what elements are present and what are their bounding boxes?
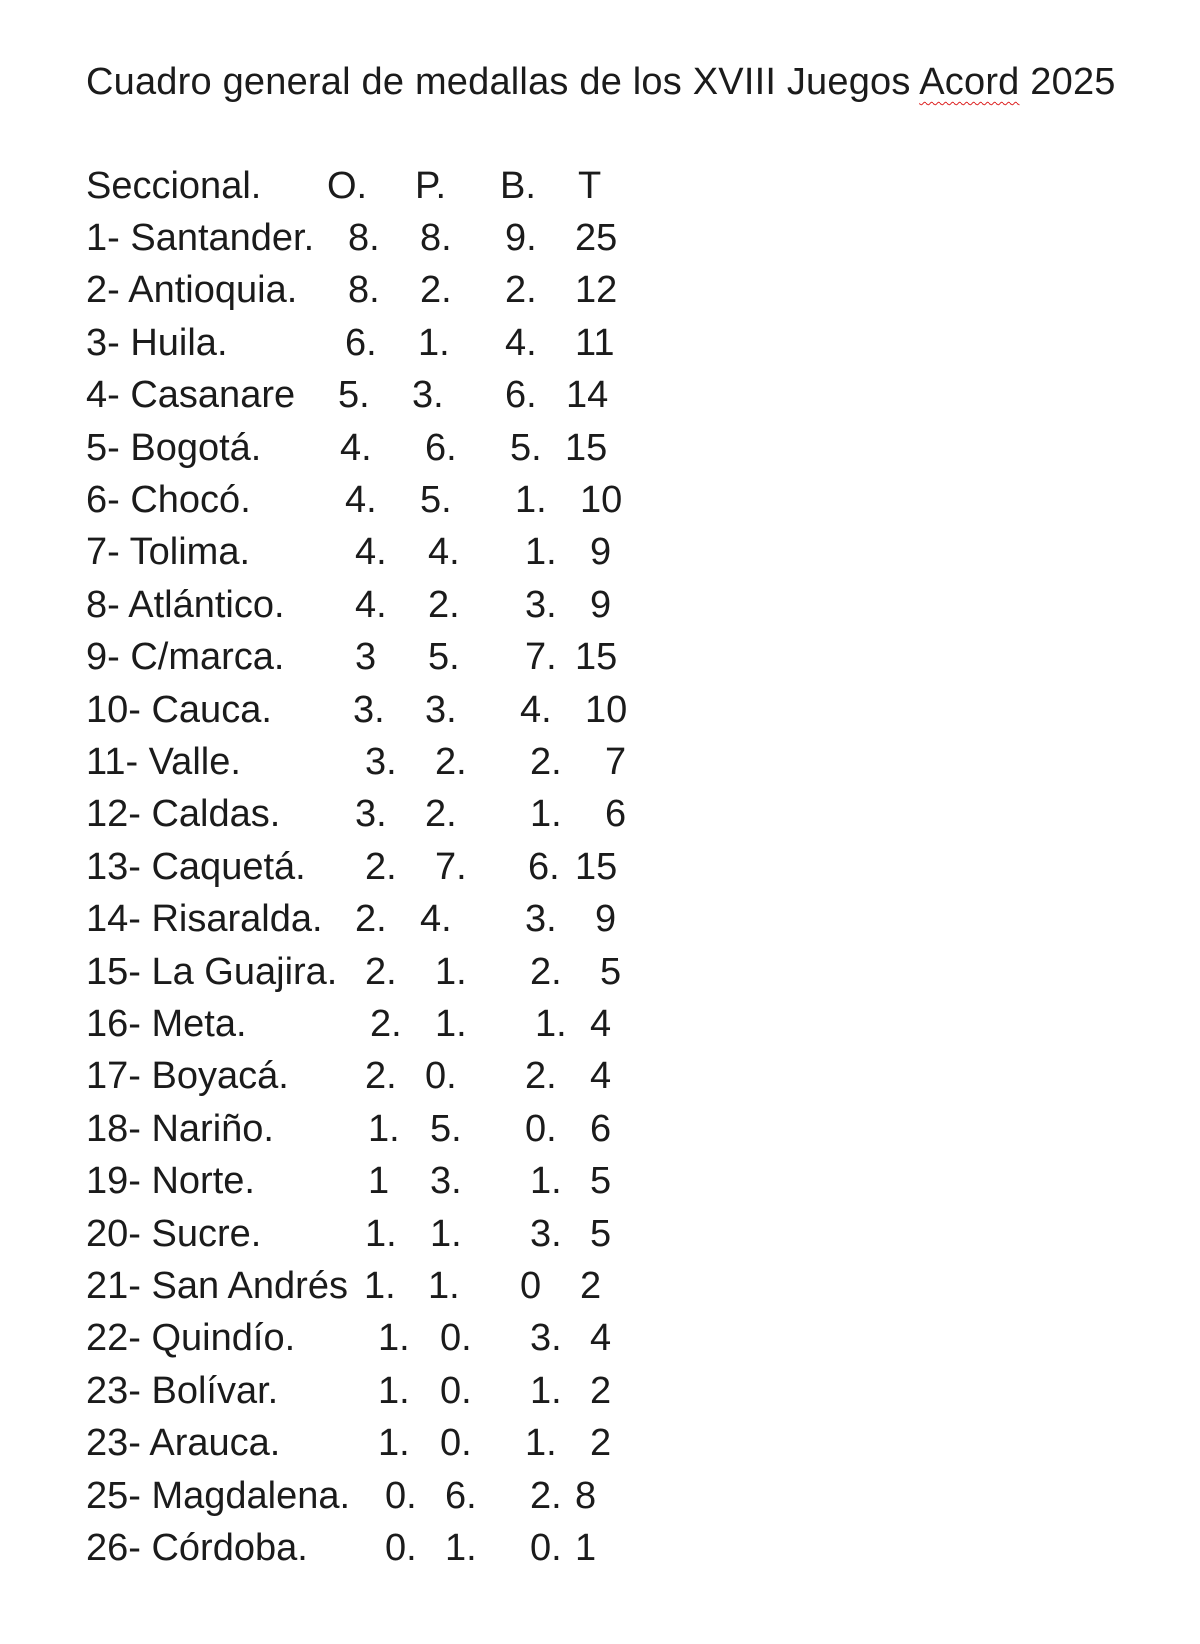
row-bronce: 1.: [525, 1422, 557, 1464]
table-row: [0, 843, 700, 891]
row-total: 15: [575, 846, 618, 888]
row-plata: 4.: [420, 898, 452, 940]
table-row: [0, 319, 700, 367]
table-row: [0, 1262, 700, 1310]
table-row: [0, 1419, 700, 1467]
row-total: 8: [575, 1475, 597, 1517]
row-bronce: 1.: [515, 479, 547, 521]
row-total: 25: [575, 217, 618, 259]
row-plata: 2.: [420, 269, 452, 311]
row-bronce: 0.: [530, 1527, 562, 1569]
row-total: 4: [590, 1055, 612, 1097]
row-seccional: 19- Norte.: [86, 1160, 255, 1202]
row-bronce: 9.: [505, 217, 537, 259]
row-bronce: 1.: [525, 531, 557, 573]
row-bronce: 2.: [530, 1475, 562, 1517]
row-bronce: 3.: [530, 1213, 562, 1255]
table-row: [0, 1472, 700, 1520]
row-total: 9: [590, 531, 612, 573]
row-seccional: 13- Caquetá.: [86, 846, 306, 888]
table-row: [0, 633, 700, 681]
row-total: 12: [575, 269, 618, 311]
row-bronce: 2.: [530, 741, 562, 783]
row-bronce: 1.: [530, 1160, 562, 1202]
row-total: 6: [605, 793, 627, 835]
row-total: 15: [565, 427, 608, 469]
row-plata: 5.: [428, 636, 460, 678]
row-total: 9: [595, 898, 617, 940]
row-total: 10: [585, 689, 628, 731]
row-seccional: 23- Arauca.: [86, 1422, 281, 1464]
table-row: [0, 1157, 700, 1205]
row-bronce: 2.: [525, 1055, 557, 1097]
row-plata: 1.: [435, 1003, 467, 1045]
table-row: [0, 1052, 700, 1100]
row-total: 5: [590, 1213, 612, 1255]
row-oro: 2.: [365, 951, 397, 993]
row-total: 10: [580, 479, 623, 521]
row-bronce: 2.: [505, 269, 537, 311]
row-seccional: 12- Caldas.: [86, 793, 281, 835]
column-header-plata: P.: [415, 165, 447, 207]
row-plata: 6.: [445, 1475, 477, 1517]
row-seccional: 4- Casanare: [86, 374, 296, 416]
table-row: [0, 371, 700, 419]
row-plata: 1.: [435, 951, 467, 993]
row-plata: 7.: [435, 846, 467, 888]
row-bronce: 3.: [525, 898, 557, 940]
row-bronce: 0: [520, 1265, 542, 1307]
row-oro: 3.: [365, 741, 397, 783]
row-oro: 8.: [348, 269, 380, 311]
row-oro: 8.: [348, 217, 380, 259]
row-oro: 2.: [365, 1055, 397, 1097]
row-oro: 1.: [368, 1108, 400, 1150]
row-seccional: 22- Quindío.: [86, 1317, 296, 1359]
row-total: 2: [590, 1370, 612, 1412]
row-oro: 1.: [365, 1213, 397, 1255]
row-oro: 5.: [338, 374, 370, 416]
row-bronce: 6.: [505, 374, 537, 416]
table-row: [0, 686, 700, 734]
row-oro: 4.: [345, 479, 377, 521]
row-bronce: 1.: [535, 1003, 567, 1045]
table-header-row: [0, 162, 700, 210]
row-seccional: 21- San Andrés: [86, 1265, 348, 1307]
row-oro: 4.: [355, 531, 387, 573]
row-seccional: 14- Risaralda.: [86, 898, 323, 940]
row-seccional: 18- Nariño.: [86, 1108, 274, 1150]
row-oro: 1.: [378, 1370, 410, 1412]
row-total: 6: [590, 1108, 612, 1150]
document-title: [86, 58, 1116, 106]
row-plata: 6.: [425, 427, 457, 469]
row-total: 4: [590, 1003, 612, 1045]
row-plata: 2.: [435, 741, 467, 783]
row-plata: 0.: [440, 1317, 472, 1359]
row-seccional: 10- Cauca.: [86, 689, 272, 731]
table-row: [0, 1314, 700, 1362]
row-bronce: 2.: [530, 951, 562, 993]
row-oro: 0.: [385, 1475, 417, 1517]
row-seccional: 20- Sucre.: [86, 1213, 262, 1255]
row-seccional: 9- C/marca.: [86, 636, 285, 678]
row-oro: 3: [355, 636, 377, 678]
table-row: [0, 1000, 700, 1048]
row-plata: 1.: [430, 1213, 462, 1255]
table-row: [0, 476, 700, 524]
row-seccional: 8- Atlántico.: [86, 584, 285, 626]
row-oro: 4.: [340, 427, 372, 469]
row-bronce: 1.: [530, 1370, 562, 1412]
column-header-oro: O.: [327, 165, 368, 207]
row-plata: 0.: [425, 1055, 457, 1097]
column-header-seccional: Seccional.: [86, 165, 262, 207]
row-total: 2: [590, 1422, 612, 1464]
table-row: [0, 424, 700, 472]
table-row: [0, 528, 700, 576]
row-seccional: 25- Magdalena.: [86, 1475, 351, 1517]
column-header-bronce: B.: [500, 165, 536, 207]
row-bronce: 3.: [525, 584, 557, 626]
row-oro: 2.: [370, 1003, 402, 1045]
row-oro: 4.: [355, 584, 387, 626]
table-row: [0, 948, 700, 996]
row-total: 11: [575, 322, 615, 364]
row-oro: 2.: [365, 846, 397, 888]
title-prefix: Cuadro general de medallas de los XVIII Juegos: [86, 61, 920, 103]
row-oro: 1.: [378, 1317, 410, 1359]
row-bronce: 5.: [510, 427, 542, 469]
table-row: [0, 1210, 700, 1258]
row-oro: 1.: [364, 1265, 396, 1307]
row-oro: 1: [368, 1160, 390, 1202]
row-plata: 1.: [428, 1265, 460, 1307]
row-plata: 2.: [425, 793, 457, 835]
row-oro: 2.: [355, 898, 387, 940]
row-total: 14: [566, 374, 609, 416]
row-plata: 4.: [428, 531, 460, 573]
table-row: [0, 266, 700, 314]
row-plata: 3.: [425, 689, 457, 731]
row-plata: 8.: [420, 217, 452, 259]
row-seccional: 3- Huila.: [86, 322, 228, 364]
row-seccional: 5- Bogotá.: [86, 427, 262, 469]
row-seccional: 2- Antioquia.: [86, 269, 298, 311]
table-row: [0, 1524, 700, 1572]
row-total: 7: [605, 741, 627, 783]
row-plata: 1.: [418, 322, 450, 364]
row-bronce: 1.: [530, 793, 562, 835]
row-oro: 3.: [353, 689, 385, 731]
row-bronce: 3.: [530, 1317, 562, 1359]
row-bronce: 0.: [525, 1108, 557, 1150]
row-seccional: 23- Bolívar.: [86, 1370, 279, 1412]
column-header-total: T: [578, 165, 602, 207]
table-row: [0, 214, 700, 262]
row-seccional: 11- Valle.: [86, 741, 241, 783]
table-row: [0, 790, 700, 838]
row-oro: 6.: [345, 322, 377, 364]
row-bronce: 4.: [505, 322, 537, 364]
row-seccional: 26- Córdoba.: [86, 1527, 308, 1569]
row-oro: 0.: [385, 1527, 417, 1569]
row-bronce: 7.: [525, 636, 557, 678]
row-total: 9: [590, 584, 612, 626]
table-row: [0, 1367, 700, 1415]
row-total: 1: [575, 1527, 597, 1569]
row-seccional: 1- Santander.: [86, 217, 315, 259]
row-total: 5: [600, 951, 622, 993]
table-row: [0, 1105, 700, 1153]
title-suffix: 2025: [1019, 61, 1116, 103]
row-seccional: 15- La Guajira.: [86, 951, 338, 993]
row-seccional: 17- Boyacá.: [86, 1055, 289, 1097]
row-plata: 2.: [428, 584, 460, 626]
row-seccional: 16- Meta.: [86, 1003, 247, 1045]
title-underlined-word: Acord: [919, 61, 1020, 103]
row-bronce: 4.: [520, 689, 552, 731]
row-total: 15: [575, 636, 618, 678]
table-row: [0, 581, 700, 629]
row-plata: 3.: [412, 374, 444, 416]
row-plata: 3.: [430, 1160, 462, 1202]
row-oro: 1.: [378, 1422, 410, 1464]
row-oro: 3.: [355, 793, 387, 835]
row-plata: 1.: [445, 1527, 477, 1569]
row-total: 5: [590, 1160, 612, 1202]
row-plata: 0.: [440, 1370, 472, 1412]
row-plata: 0.: [440, 1422, 472, 1464]
table-row: [0, 895, 700, 943]
row-seccional: 7- Tolima.: [86, 531, 251, 573]
row-plata: 5.: [430, 1108, 462, 1150]
row-total: 2: [580, 1265, 602, 1307]
table-row: [0, 738, 700, 786]
row-bronce: 6.: [528, 846, 560, 888]
row-seccional: 6- Chocó.: [86, 479, 251, 521]
row-total: 4: [590, 1317, 612, 1359]
row-plata: 5.: [420, 479, 452, 521]
